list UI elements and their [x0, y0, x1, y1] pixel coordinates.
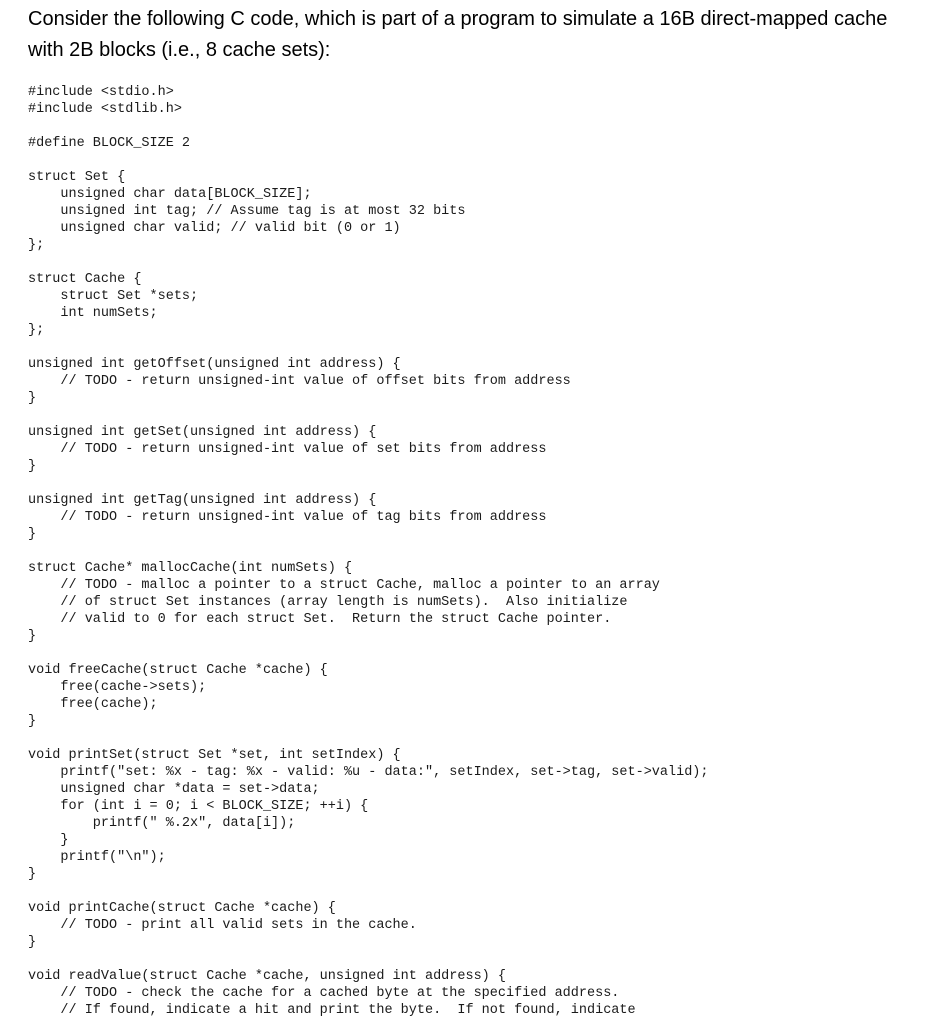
code-line: // TODO - return unsigned-int value of tag bits from address [28, 510, 547, 525]
code-line [28, 883, 709, 900]
code-line [28, 645, 709, 662]
code-line: void printSet(struct Set *set, int setIndex) { [28, 748, 401, 763]
code-line [28, 407, 709, 424]
code-line: // TODO - return unsigned-int value of offset bits from address [28, 374, 571, 389]
code-line: for (int i = 0; i < BLOCK_SIZE; ++i) { [28, 799, 369, 814]
code-line: int numSets; [28, 306, 158, 321]
code-line: printf("set: %x - tag: %x - valid: %u - data:", setIndex, set->tag, set->valid); [28, 765, 709, 780]
code-line: unsigned char valid; // valid bit (0 or 1) [28, 221, 401, 236]
code-line: unsigned int getOffset(unsigned int address) { [28, 357, 401, 372]
code-line: struct Set *sets; [28, 289, 199, 304]
code-line: unsigned int getTag(unsigned int address) { [28, 493, 377, 508]
code-line: } [28, 867, 37, 882]
code-line: } [28, 629, 37, 644]
code-line: unsigned int tag; // Assume tag is at most 32 bits [28, 204, 466, 219]
code-line: }; [28, 238, 45, 253]
code-line: unsigned char data[BLOCK_SIZE]; [28, 187, 312, 202]
code-line: struct Cache { [28, 272, 142, 287]
code-line: void freeCache(struct Cache *cache) { [28, 663, 328, 678]
code-line: } [28, 833, 69, 848]
code-line: unsigned char *data = set->data; [28, 782, 320, 797]
code-block [28, 84, 709, 1019]
code-line: } [28, 459, 37, 474]
code-line: // TODO - return unsigned-int value of set bits from address [28, 442, 547, 457]
code-line: } [28, 391, 37, 406]
code-line: }; [28, 323, 45, 338]
code-line [28, 118, 709, 135]
code-line: // of struct Set instances (array length is numSets). Also initialize [28, 595, 628, 610]
code-line [28, 475, 709, 492]
code-line [28, 543, 709, 560]
code-line: struct Cache* mallocCache(int numSets) { [28, 561, 353, 576]
code-line [28, 152, 709, 169]
code-line: printf(" %.2x", data[i]); [28, 816, 296, 831]
code-line: #define BLOCK_SIZE 2 [28, 136, 191, 151]
code-line: // TODO - check the cache for a cached byte at the specified address. [28, 986, 620, 1001]
code-line [28, 339, 709, 356]
code-line: #include <stdlib.h> [28, 102, 182, 117]
code-line: printf("\n"); [28, 850, 166, 865]
code-line: void readValue(struct Cache *cache, unsigned int address) { [28, 969, 506, 984]
code-line: // valid to 0 for each struct Set. Return the struct Cache pointer. [28, 612, 612, 627]
code-line: #include <stdio.h> [28, 85, 174, 100]
code-line [28, 254, 709, 271]
code-line: } [28, 935, 37, 950]
code-line: free(cache->sets); [28, 680, 207, 695]
code-line: // TODO - malloc a pointer to a struct Cache, malloc a pointer to an array [28, 578, 660, 593]
code-line: unsigned int getSet(unsigned int address) { [28, 425, 377, 440]
code-line: void printCache(struct Cache *cache) { [28, 901, 336, 916]
code-line: // If found, indicate a hit and print the byte. If not found, indicate [28, 1003, 636, 1018]
question-text: Consider the following C code, which is part of a program to simulate a 16B direct-mapped cache with 2B blocks (i.e., 8 cache sets): [28, 8, 888, 61]
code-line: free(cache); [28, 697, 158, 712]
code-line [28, 730, 709, 747]
code-line: // TODO - print all valid sets in the cache. [28, 918, 417, 933]
code-line: } [28, 714, 37, 729]
code-line: } [28, 527, 37, 542]
code-line [28, 951, 709, 968]
code-line: struct Set { [28, 170, 126, 185]
